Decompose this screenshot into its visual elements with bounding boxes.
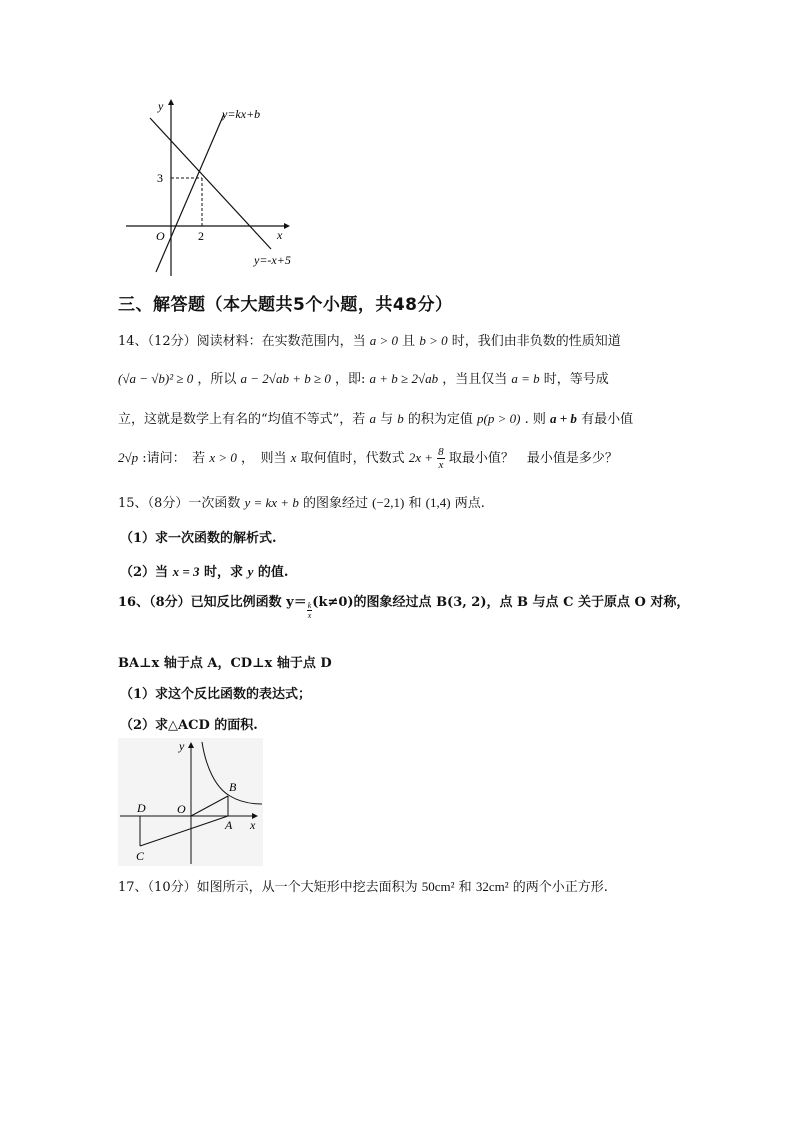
q15-sub1: （1）求一次函数的解析式. — [120, 531, 277, 546]
q14-line4 — [118, 446, 618, 471]
q15-sub2-b: 时，求 — [204, 565, 244, 580]
point-b-label: B — [229, 780, 237, 794]
q14-cond-b: b > 0 — [419, 333, 448, 348]
q16-sub2: （2）求△ACD 的面积. — [120, 718, 258, 733]
q14-line4-d: 取最小值？ 最小值是多少？ — [448, 451, 618, 466]
q16-cond: (k≠0) — [312, 595, 354, 610]
q14-line4-a: :请问： 若 — [142, 451, 206, 466]
q14-line1 — [118, 332, 621, 351]
q14-head: 14、（12分）阅读材料：在实数范围内，当 — [118, 334, 366, 349]
q17-head: 17、（10分）如图所示，从一个大矩形中挖去面积为 — [118, 880, 418, 895]
q16-line2: BA⊥x 轴于点 A，CD⊥x 轴于点 D — [118, 656, 332, 671]
origin-label: O — [177, 802, 186, 816]
q14-nonneg-expr: (√a − √b)² ≥ 0 — [118, 371, 194, 386]
q16-sub1: （1）求这个反比函数的表达式； — [120, 687, 312, 702]
q14-expanded-expr: a − 2√ab + b ≥ 0 — [240, 371, 331, 386]
q14-expr-2x: 2x + — [408, 450, 434, 465]
line2-label: y=-x+5 — [254, 253, 291, 267]
q15-head: 15、（8分）一次函数 — [118, 496, 241, 511]
q14-line3-d: . 则 — [524, 412, 546, 427]
q15-line1 — [118, 494, 485, 513]
q14-cond-a: a > 0 — [369, 333, 399, 348]
line-neg-x-plus-5 — [150, 118, 271, 249]
point-a-label: A — [225, 818, 233, 832]
y-axis-label: y — [158, 99, 164, 113]
q15-mid: 的图象经过 — [302, 496, 368, 511]
q14-ie: ，即: — [335, 372, 366, 387]
origin-label: O — [156, 229, 165, 243]
q17-area2: 32cm² — [475, 879, 509, 894]
q14-var-x: x — [290, 450, 297, 465]
q14-line3-b: 与 — [380, 412, 394, 427]
x-axis-label: x — [277, 228, 283, 242]
q14-min-value: 2√p — [118, 450, 139, 465]
q16-line1 — [118, 594, 689, 620]
q15-function: y = kx + b — [244, 495, 299, 510]
q14-line3-c: 的积为定值 — [407, 412, 473, 427]
q15-sub2-c: 的值. — [257, 565, 289, 580]
q15-point2: (1,4) — [425, 495, 451, 510]
q16-head: 16、（8分）已知反比例函数 — [118, 595, 282, 610]
q15-end: 两点. — [454, 496, 485, 511]
q15-sub2 — [120, 563, 288, 582]
section-title: 三、解答题（本大题共5个小题，共48分） — [118, 295, 453, 315]
q14-line3-a: 立，这就是数学上有名的“均值不等式”，若 — [118, 412, 366, 427]
q14-fraction-8-over-x — [437, 446, 445, 471]
q14-and: 且 — [402, 334, 416, 349]
q14-line2 — [118, 370, 609, 389]
y-axis-label: y — [179, 739, 185, 753]
q14-product-p: p(p > 0) — [477, 411, 521, 426]
q14-equality-cond: a = b — [511, 371, 540, 386]
x-axis-arrow — [284, 223, 290, 229]
q17-line1 — [118, 878, 608, 897]
q14-frac-num: 8 — [438, 446, 444, 458]
q14-line3-e: 有最小值 — [581, 412, 634, 427]
q14-frac-den: x — [438, 459, 444, 471]
inverse-function-graph — [118, 738, 263, 866]
q15-and: 和 — [408, 496, 422, 511]
q14-sum-ab: a + b — [550, 411, 577, 426]
point-d-label: D — [137, 801, 146, 815]
tick-label-x: 2 — [198, 229, 204, 243]
q14-iff: ，当且仅当 — [442, 372, 508, 387]
q15-sub2-cond: x = 3 — [172, 564, 200, 579]
q16-frac-num: k — [307, 601, 312, 610]
q14-line4-b: ， 则当 — [241, 451, 287, 466]
line1-label: y=kx+b — [222, 107, 261, 121]
q17-area1: 50cm² — [421, 879, 455, 894]
line-kx-plus-b — [156, 114, 224, 272]
q16-y: y＝ — [286, 595, 307, 610]
q17-and: 和 — [458, 880, 472, 895]
q14-line2-end: 时，等号成 — [543, 372, 609, 387]
linear-functions-graph — [118, 96, 318, 276]
q14-so: ，所以 — [197, 372, 237, 387]
tick-label-y: 3 — [157, 171, 163, 185]
q15-point1: (−2,1) — [372, 495, 405, 510]
q14-inequality: a + b ≥ 2√ab — [369, 371, 439, 386]
q14-var-a: a — [369, 411, 376, 426]
q14-var-b: b — [397, 411, 404, 426]
q14-line4-c: 取何值时，代数式 — [300, 451, 405, 466]
q15-sub2-y: y — [247, 564, 254, 579]
point-c-label: C — [136, 849, 145, 863]
y-axis-arrow — [168, 99, 174, 105]
q17-end: 的两个小正方形. — [512, 880, 608, 895]
q16-rest: 的图象经过点 B(3, 2)，点 B 与点 C 关于原点 O 对称， — [353, 595, 690, 610]
q15-sub2-a: （2）当 — [120, 565, 169, 580]
q14-x-cond: x > 0 — [209, 450, 237, 465]
q14-head-end: 时，我们由非负数的性质知道 — [451, 334, 621, 349]
q14-line3 — [118, 410, 633, 429]
q16-frac-den: x — [307, 611, 312, 620]
x-axis-label: x — [250, 818, 256, 832]
